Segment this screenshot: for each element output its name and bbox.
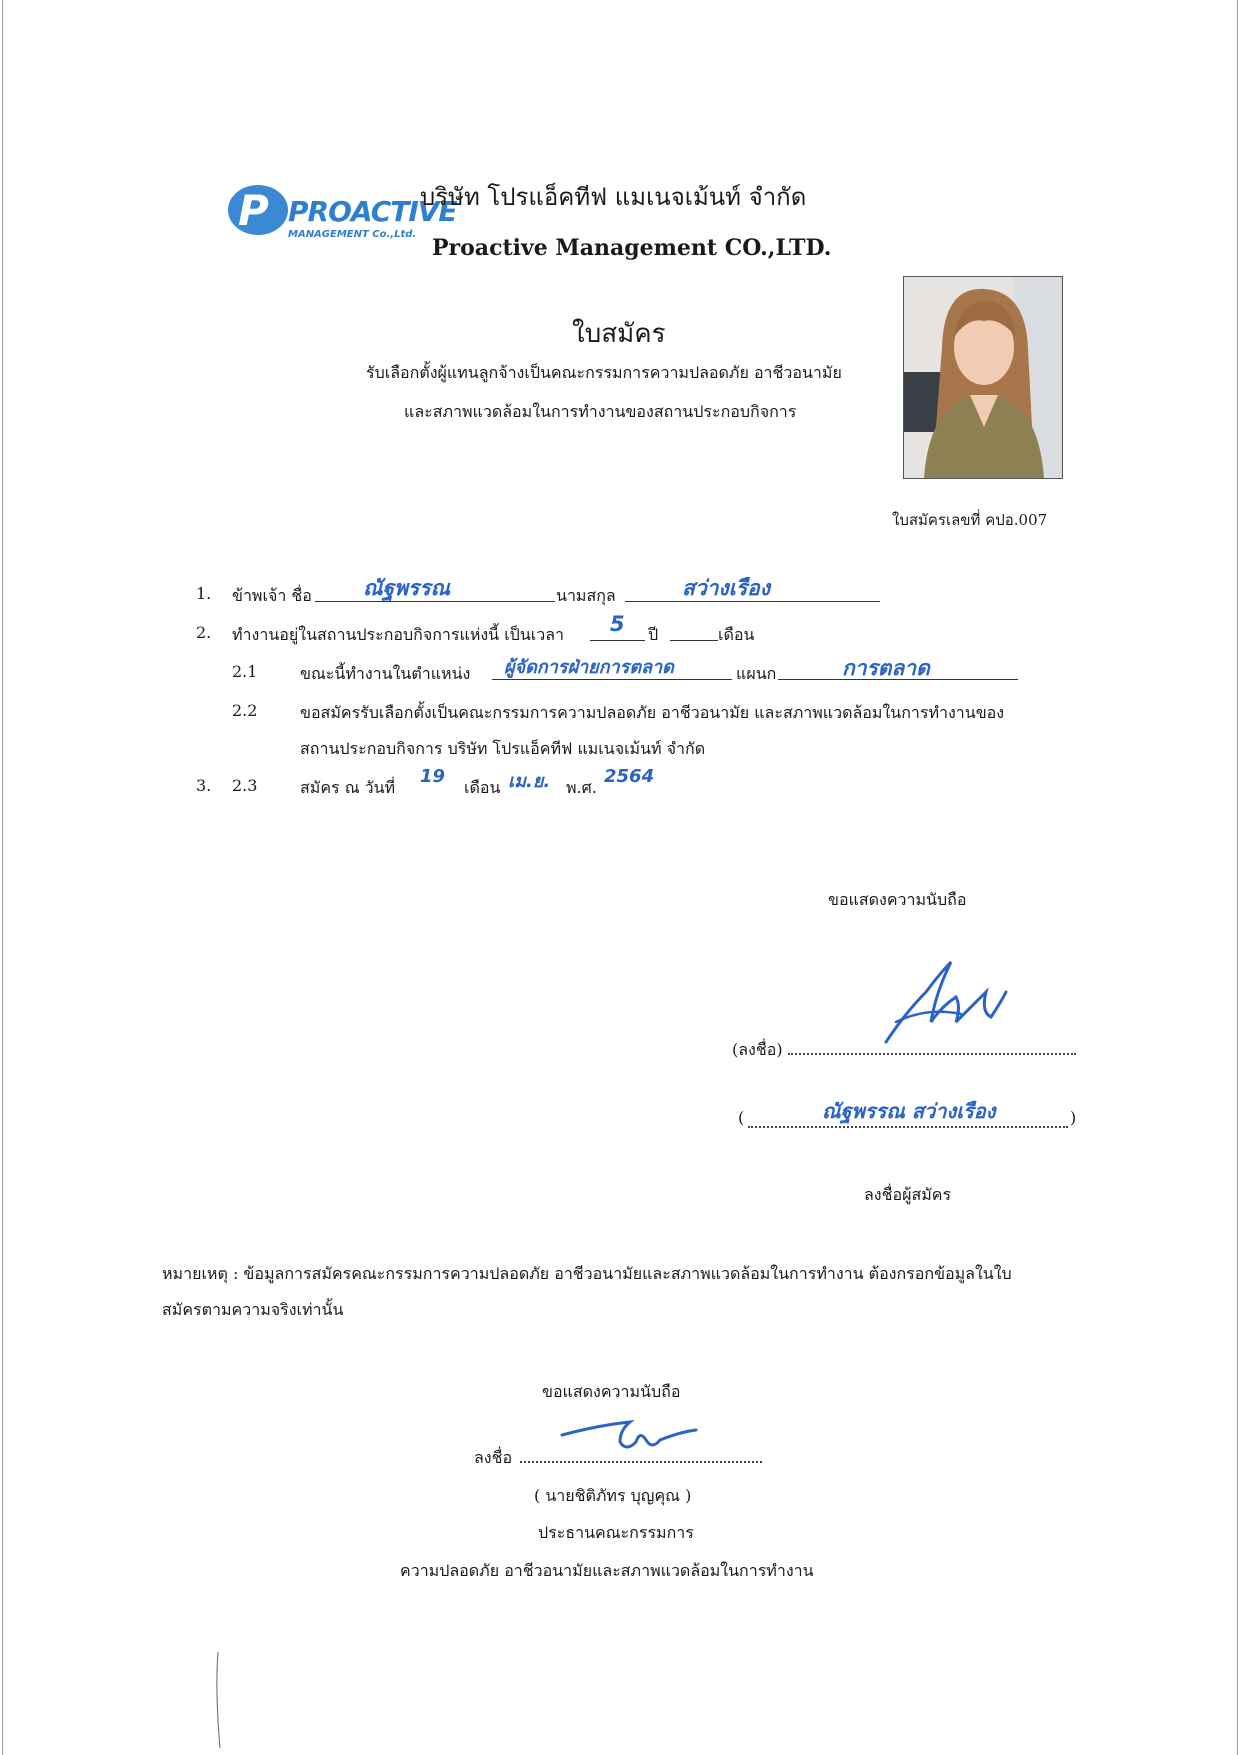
item-number: 1. [196, 584, 212, 603]
value-years: 5 [610, 612, 625, 636]
scan-mark [212, 1650, 224, 1750]
value-first-name: ณัฐพรรณ [363, 576, 450, 600]
value-surname: สว่างเรือง [682, 576, 770, 600]
applicant-printed-name: ณัฐพรรณ สว่างเรือง [822, 1099, 996, 1123]
label-surname: นามสกุล [556, 586, 616, 605]
close-paren: ) [1070, 1108, 1077, 1127]
item-number: 2.2 [232, 701, 258, 720]
chair-signature [560, 1400, 700, 1460]
open-paren: ( [738, 1108, 745, 1127]
applicant-signature [866, 952, 1016, 1062]
applicant-portrait-icon [904, 277, 1062, 478]
item-number: 2.3 [232, 776, 258, 795]
applicant-sign-caption: ลงชื่อผู้สมัคร [864, 1185, 952, 1204]
sign-line-chair [520, 1461, 762, 1463]
label-sign-chair: ลงชื่อ [474, 1448, 513, 1467]
form-subtitle-1: รับเลือกตั้งผู้แทนลูกจ้างเป็นคณะกรรมการความปลอดภัย อาชีวอนามัย [366, 363, 842, 382]
value-department: การตลาด [842, 656, 930, 680]
text-22-line1: ขอสมัครรับเลือกตั้งเป็นคณะกรรมการความปลอดภัย อาชีวอนามัย และสภาพแวดล้อมในการทำงานของ [300, 703, 1005, 722]
form-subtitle-2: และสภาพแวดล้อมในการทำงานของสถานประกอบกิจการ [404, 402, 797, 421]
label-position: ขณะนี้ทำงานในตำแหน่ง [300, 664, 471, 683]
label-month: เดือน [718, 625, 755, 644]
note-line-1: หมายเหตุ : ข้อมูลการสมัครคณะกรรมการความปลอดภัย อาชีวอนามัยและสภาพแวดล้อมในการทำงาน ต้องกรอกข้อมูลในใบ [162, 1264, 1012, 1283]
label-sign-applicant: (ลงชื่อ) [732, 1040, 783, 1059]
item-number: 2.1 [232, 662, 258, 681]
sign-line-applicant [788, 1053, 1076, 1055]
chair-respect: ขอแสดงความนับถือ [542, 1382, 681, 1401]
item-number: 2. [196, 623, 212, 642]
form-title: ใบสมัคร [572, 319, 666, 349]
text-22-line2: สถานประกอบกิจการ บริษัท โปรแอ็คทีฟ แมเนจเม้นท์ จำกัด [300, 739, 706, 758]
applicant-photo [903, 276, 1063, 479]
value-position: ผู้จัดการฝ่ายการตลาด [504, 657, 674, 678]
chair-role: ประธานคณะกรรมการ [538, 1523, 694, 1542]
scan-edge-left [2, 0, 3, 1755]
underline-years [590, 640, 645, 641]
value-day: 19 [420, 766, 446, 787]
note-line-2: สมัครตามความจริงเท่านั้น [162, 1300, 344, 1319]
label-work-duration: ทำงานอยู่ในสถานประกอบกิจการแห่งนี้ เป็นเวลา [232, 625, 564, 644]
logo-subtext: MANAGEMENT Co.,Ltd. [288, 229, 417, 240]
label-year: ปี [648, 625, 659, 644]
label-month-2: เดือน [464, 778, 501, 797]
item-number: 3. [196, 776, 212, 795]
label-be: พ.ศ. [566, 778, 597, 797]
chair-committee: ความปลอดภัย อาชีวอนามัยและสภาพแวดล้อมในการทำงาน [400, 1561, 814, 1580]
value-year: 2564 [604, 766, 655, 787]
company-name-th: บริษัท โปรแอ็คทีฟ แมเนจเม้นท์ จำกัด [420, 183, 807, 211]
scan-edge-right [1237, 0, 1238, 1755]
chair-name: ( นายชิติภัทร บุญคุณ ) [534, 1486, 692, 1505]
label-department: แผนก [736, 664, 777, 683]
label-first-name: ข้าพเจ้า ชื่อ [232, 586, 312, 605]
underline-months [670, 640, 718, 641]
value-month: เม.ย. [508, 771, 551, 792]
applicant-respect: ขอแสดงความนับถือ [828, 890, 967, 909]
company-name-en: Proactive Management CO.,LTD. [432, 235, 832, 261]
label-apply-date: สมัคร ณ วันที่ [300, 778, 396, 797]
logo-text: PROACTIVE [288, 195, 457, 228]
application-number: ใบสมัครเลขที่ คปอ.007 [892, 511, 1048, 529]
